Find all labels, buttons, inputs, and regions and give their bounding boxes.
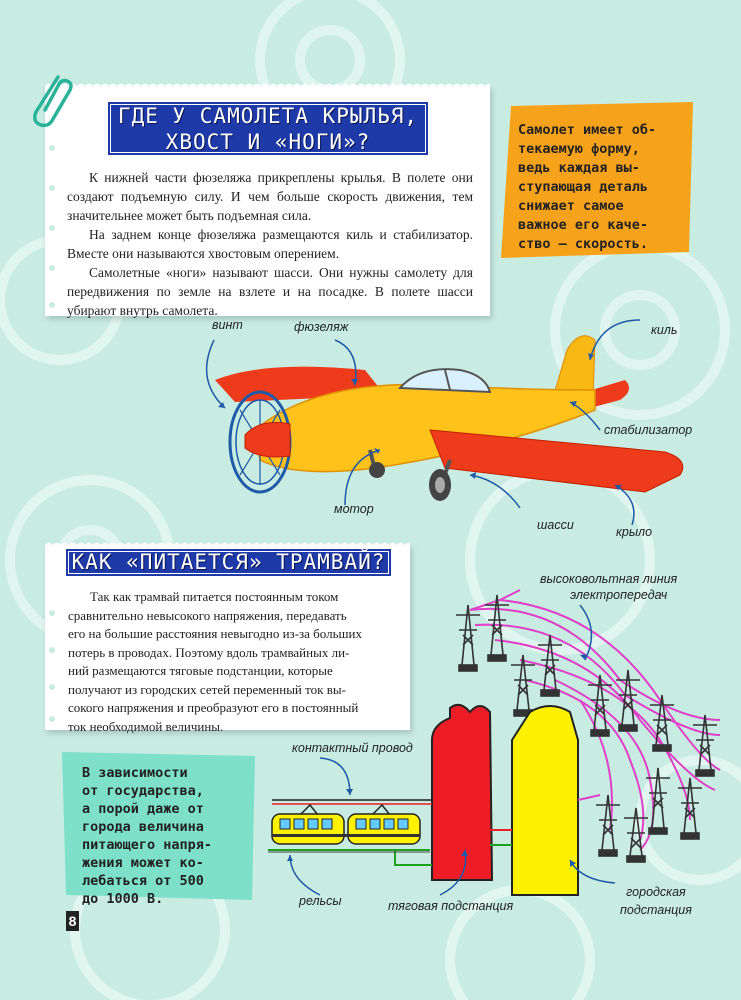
section1-paragraph: На заднем конце фюзеляжа размещаются киль и стабилизатор. Вместе они называются хвостовым оперением. bbox=[67, 227, 473, 261]
section2-title: КАК «ПИТАЕТСЯ» ТРАМВАЙ? bbox=[66, 549, 391, 576]
section2-line: сравнительно невысокого напряжения, передавать bbox=[68, 607, 347, 623]
note-line: лебаться от 500 bbox=[82, 873, 204, 889]
note-line: важное его каче- bbox=[518, 217, 649, 233]
section2-line: получают из городских сетей переменный ток вы- bbox=[68, 681, 346, 697]
label-power-line-2: электропередач bbox=[570, 588, 668, 602]
section2-line: его на большие расстояния невыгодно из-за больших bbox=[68, 626, 363, 641]
label-city-substation-1: городская bbox=[626, 885, 686, 899]
section2-line: Так как трамвай питается постоянным током bbox=[90, 589, 339, 604]
label-kil: киль bbox=[651, 323, 678, 337]
section2-line: ток необходимой величины. bbox=[68, 718, 224, 734]
section2-line: потерь в проводах. Поэтому вдоль трамвайных ли- bbox=[68, 644, 350, 660]
label-krylo: крыло bbox=[616, 525, 653, 539]
note-line: питающего напря- bbox=[82, 837, 213, 853]
label-traction-substation: тяговая подстанция bbox=[388, 899, 514, 913]
label-city-substation bbox=[620, 883, 692, 919]
note-line: а порой даже от bbox=[82, 801, 204, 817]
label-rails: рельсы bbox=[299, 894, 342, 908]
note-line: до 1000 В. bbox=[82, 891, 164, 907]
note-line: снижает самое bbox=[518, 198, 624, 214]
note-line: ство — скорость. bbox=[518, 236, 649, 252]
label-vint: винт bbox=[212, 318, 243, 332]
note-line: Самолет имеет об- bbox=[518, 122, 657, 138]
note-line: города величина bbox=[82, 819, 204, 835]
note-line: жения может ко- bbox=[82, 855, 204, 871]
section1-paragraph: К нижней части фюзеляжа прикреплены крылья. В полете они создают подъемную силу. И чем больше скорость движения, тем значительнее может быть подъемная сила. bbox=[67, 170, 473, 223]
label-stabilizer: стабилизатор bbox=[604, 423, 693, 437]
label-city-substation-2: подстанция bbox=[620, 903, 692, 917]
label-power-line-1: высоковольтная линия bbox=[540, 572, 678, 586]
label-shassi: шасси bbox=[537, 518, 574, 532]
label-contact-wire: контактный провод bbox=[292, 741, 413, 755]
note-line: текаемую форму, bbox=[518, 141, 640, 157]
label-power-line bbox=[540, 571, 677, 603]
city-substation-box bbox=[512, 706, 578, 895]
note-line: ступающая деталь bbox=[518, 179, 649, 195]
section1-paragraph: Самолетные «ноги» называют шасси. Они нужны самолету для передвижения по земле на взлете и на посадке. В полете шасси убирают внутрь самолета. bbox=[67, 265, 473, 318]
traction-substation-box bbox=[432, 705, 492, 880]
note-line: ведь каждая вы- bbox=[518, 160, 640, 176]
label-fuselage: фюзеляж bbox=[294, 320, 349, 334]
note-line: В зависимости bbox=[82, 765, 188, 781]
section1-title-line1: ГДЕ У САМОЛЕТА КРЫЛЬЯ, bbox=[117, 104, 419, 128]
section2-line: ний размещаются тяговые подстанции, которые bbox=[68, 663, 333, 678]
note-line: от государства, bbox=[82, 783, 204, 799]
section2-line: сокого напряжения и преобразуют его в постоянный bbox=[68, 700, 359, 715]
label-motor: мотор bbox=[334, 502, 374, 516]
page-number: 8 bbox=[66, 911, 79, 931]
section1-title-line2: ХВОСТ И «НОГИ»? bbox=[165, 130, 371, 154]
